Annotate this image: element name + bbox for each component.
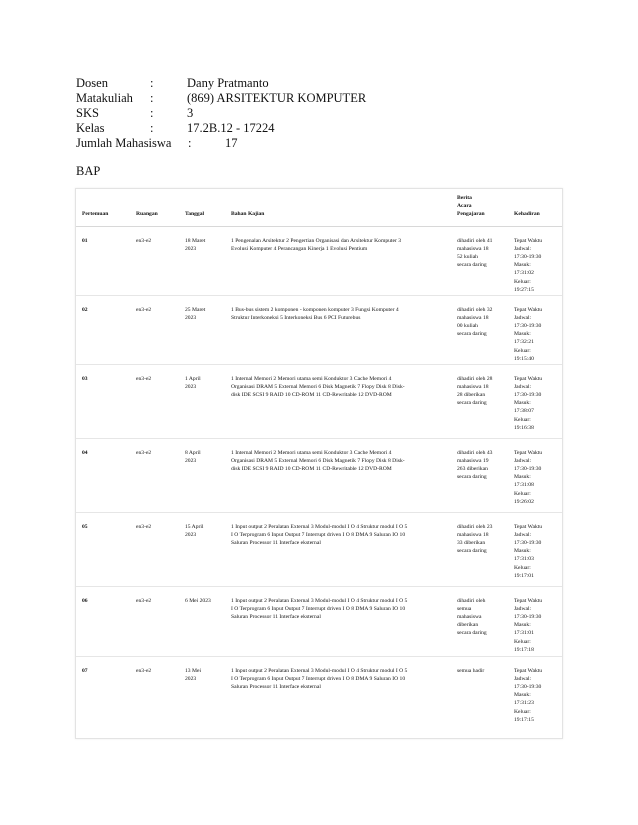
cell-line: 8 April xyxy=(185,449,201,456)
cell-line: dihadiri oleh 43 xyxy=(457,449,493,456)
cell-kehadiran xyxy=(508,512,562,586)
cell-line: Saluran Processor 11 Interface eksternal xyxy=(231,539,321,546)
cell-berita-acara xyxy=(451,586,508,656)
cell-berita-acara xyxy=(451,656,508,735)
cell-line: 6 Mei 2023 xyxy=(185,597,211,604)
cell-line: Jadwal: xyxy=(514,457,532,464)
cell-line: I O Terprogram 6 Input Output 7 Interrupt driven I O 8 DMA 9 Saluran IO 10 xyxy=(231,605,406,612)
cell-berita-acara xyxy=(451,364,508,438)
cell-line: mahasiswa xyxy=(457,613,482,620)
header-line: Acara xyxy=(457,203,472,210)
info-value: 3 xyxy=(187,106,194,120)
cell-line: 2023 xyxy=(185,675,197,682)
cell-tanggal xyxy=(179,226,225,295)
cell-line: 17:30-19:30 xyxy=(514,391,542,398)
cell-line: Tepat Waktu xyxy=(514,449,543,456)
cell-line: secara daring xyxy=(457,400,487,407)
cell-line: Tepat Waktu xyxy=(514,237,543,244)
cell-line: 2023 xyxy=(185,531,197,538)
cell-pertemuan: 01 xyxy=(76,226,130,295)
table-row xyxy=(76,586,562,656)
cell-line: 17:30-19:30 xyxy=(514,539,542,546)
cell-line: 28 diberikan xyxy=(457,391,486,398)
cell-bahan-kajian xyxy=(225,656,451,735)
cell-line: 17:31:08 xyxy=(514,482,534,489)
cell-line: 19:16:38 xyxy=(514,424,534,431)
cell-line: 1 Pengenalan Arsitektur 2 Pengertian Organisasi dan Arsitektur Komputer 3 xyxy=(231,237,402,244)
cell-line: Masuk: xyxy=(514,331,531,338)
cell-line: Tepat Waktu xyxy=(514,597,543,604)
cell-tanggal xyxy=(179,438,225,512)
cell-line: Keluar: xyxy=(514,708,531,715)
cell-line: 17:31:01 xyxy=(514,630,534,637)
cell-bahan-kajian xyxy=(225,438,451,512)
cell-line: Tepat Waktu xyxy=(514,667,543,674)
table-row xyxy=(76,438,562,512)
header-bahan-kajian: Bahan Kajian xyxy=(225,189,451,226)
cell-line: Masuk: xyxy=(514,622,531,629)
info-label: Jumlah Mahasiswa xyxy=(76,136,172,150)
cell-line: Saluran Processor 11 Interface eksternal xyxy=(231,683,321,690)
info-colon: : xyxy=(150,91,154,105)
cell-line: Jadwal: xyxy=(514,605,532,612)
cell-line: secara daring xyxy=(457,630,487,637)
cell-line: 1 Input output 2 Peralatan External 3 Modul-modul I O 4 Struktur modul I O 5 xyxy=(231,523,408,530)
table-row xyxy=(76,512,562,586)
cell-line: Organisasi DRAM 5 External Memori 6 Disk Magnetik 7 Flopy Disk 8 Disk- xyxy=(231,457,405,464)
cell-line: 17:31:23 xyxy=(514,700,534,707)
info-colon: : xyxy=(150,106,154,120)
cell-line: 17:30-19:30 xyxy=(514,613,542,620)
info-value: 17.2B.12 - 17224 xyxy=(187,121,275,135)
info-label: SKS xyxy=(76,106,99,120)
cell-line: I O Terprogram 6 Input Output 7 Interrupt driven I O 8 DMA 9 Saluran IO 10 xyxy=(231,675,406,682)
cell-ruangan: en3-e2 xyxy=(130,438,179,512)
cell-line: 19:17:18 xyxy=(514,646,534,653)
cell-berita-acara xyxy=(451,438,508,512)
cell-line: 13 Mei xyxy=(185,667,202,674)
cell-line: 17:30-19:30 xyxy=(514,683,542,690)
cell-line: Masuk: xyxy=(514,692,531,699)
header-kehadiran: Kehadiran xyxy=(508,189,562,226)
cell-ruangan: en3-e2 xyxy=(130,512,179,586)
header-pertemuan: Pertemuan xyxy=(76,189,130,226)
cell-line: Tepat Waktu xyxy=(514,306,543,313)
cell-berita-acara xyxy=(451,295,508,364)
cell-kehadiran xyxy=(508,364,562,438)
cell-line: dihadiri oleh xyxy=(457,597,486,604)
table-header-row xyxy=(76,189,562,226)
cell-tanggal xyxy=(179,295,225,364)
cell-line: mahasiswa 18 xyxy=(457,383,489,390)
info-colon: : xyxy=(188,136,192,150)
cell-tanggal xyxy=(179,656,225,735)
cell-bahan-kajian xyxy=(225,364,451,438)
cell-bahan-kajian xyxy=(225,295,451,364)
cell-line: secara daring xyxy=(457,474,487,481)
cell-line: 17:30-19:30 xyxy=(514,322,542,329)
cell-line: 2023 xyxy=(185,383,197,390)
cell-line: disk IDE SCSI 9 RAID 10 CD-ROM 11 CD-Rewritable 12 DVD-ROM xyxy=(231,465,392,472)
cell-pertemuan: 06 xyxy=(76,586,130,656)
cell-line: 25 Maret xyxy=(185,306,206,313)
info-colon: : xyxy=(150,121,154,135)
cell-kehadiran xyxy=(508,586,562,656)
cell-line: disk IDE SCSI 9 RAID 10 CD-ROM 11 CD-Rewritable 12 DVD-ROM xyxy=(231,391,392,398)
cell-line: 52 kuliah xyxy=(457,253,478,260)
cell-line: 19:27:15 xyxy=(514,286,534,293)
cell-line: 1 Input output 2 Peralatan External 3 Modul-modul I O 4 Struktur modul I O 5 xyxy=(231,667,408,674)
info-label: Matakuliah xyxy=(76,91,133,105)
cell-line: Saluran Processor 11 Interface eksternal xyxy=(231,613,321,620)
cell-line: Organisasi DRAM 5 External Memori 6 Disk Magnetik 7 Flopy Disk 8 Disk- xyxy=(231,383,405,390)
cell-ruangan: en3-e2 xyxy=(130,586,179,656)
bap-table-container xyxy=(75,188,563,739)
cell-line: Jadwal: xyxy=(514,245,532,252)
cell-line: 18 Maret xyxy=(185,237,206,244)
cell-line: 2023 xyxy=(185,457,197,464)
cell-line: semua hadir xyxy=(457,667,485,674)
cell-bahan-kajian xyxy=(225,512,451,586)
cell-line: 1 Internal Memori 2 Memori utama semi Konduktor 3 Cache Memori 4 xyxy=(231,449,392,456)
table-row xyxy=(76,364,562,438)
cell-kehadiran xyxy=(508,656,562,735)
cell-line: Jadwal: xyxy=(514,531,532,538)
info-label: Kelas xyxy=(76,121,105,135)
cell-line: dihadiri oleh 28 xyxy=(457,375,493,382)
cell-line: Masuk: xyxy=(514,548,531,555)
cell-line: Masuk: xyxy=(514,400,531,407)
header-tanggal: Tanggal xyxy=(179,189,225,226)
cell-line: 17:32:21 xyxy=(514,339,534,346)
cell-line: Keluar: xyxy=(514,416,531,423)
cell-line: 263 diberikan xyxy=(457,465,488,472)
cell-line: Masuk: xyxy=(514,262,531,269)
cell-line: mahasiswa 18 xyxy=(457,245,489,252)
cell-pertemuan: 02 xyxy=(76,295,130,364)
cell-line: Struktur Interkoneksi 5 Interkoneksi Bus 6 PCI Futurebus xyxy=(231,314,361,321)
cell-line: Jadwal: xyxy=(514,675,532,682)
cell-line: Keluar: xyxy=(514,347,531,354)
cell-line: 19:15:40 xyxy=(514,355,534,362)
cell-ruangan: en3-e2 xyxy=(130,226,179,295)
info-label: Dosen xyxy=(76,76,108,90)
cell-line: Keluar: xyxy=(514,490,531,497)
cell-pertemuan: 04 xyxy=(76,438,130,512)
cell-bahan-kajian xyxy=(225,226,451,295)
cell-line: 00 kuliah xyxy=(457,322,478,329)
cell-pertemuan: 03 xyxy=(76,364,130,438)
cell-ruangan: en3-e2 xyxy=(130,295,179,364)
cell-kehadiran xyxy=(508,226,562,295)
cell-line: Evolusi Komputer 4 Perancangan Kinerja 1 Evolusi Pentium xyxy=(231,245,368,252)
cell-line: 19:26:02 xyxy=(514,498,534,505)
cell-line: I O Terprogram 6 Input Output 7 Interrupt driven I O 8 DMA 9 Saluran IO 10 xyxy=(231,531,406,538)
bap-table xyxy=(76,189,562,735)
cell-line: secara daring xyxy=(457,331,487,338)
table-body xyxy=(76,226,562,735)
cell-line: Keluar: xyxy=(514,278,531,285)
table-row xyxy=(76,226,562,295)
info-value: 17 xyxy=(225,136,238,150)
cell-line: 17:31:03 xyxy=(514,556,534,563)
cell-bahan-kajian xyxy=(225,586,451,656)
table-row xyxy=(76,295,562,364)
cell-line: 17:30-19:30 xyxy=(514,465,542,472)
cell-tanggal xyxy=(179,512,225,586)
cell-line: 33 diberikan xyxy=(457,539,486,546)
cell-kehadiran xyxy=(508,295,562,364)
header-line: Berita xyxy=(457,194,472,201)
cell-tanggal xyxy=(179,586,225,656)
cell-line: 17:30-19:30 xyxy=(514,253,542,260)
cell-line: 19:17:15 xyxy=(514,716,534,723)
cell-line: Keluar: xyxy=(514,638,531,645)
cell-kehadiran xyxy=(508,438,562,512)
header-ruangan: Ruangan xyxy=(130,189,179,226)
cell-berita-acara xyxy=(451,226,508,295)
cell-ruangan: en3-e2 xyxy=(136,667,152,674)
cell-line: Tepat Waktu xyxy=(514,375,543,382)
info-value: Dany Pratmanto xyxy=(187,76,269,90)
cell-pertemuan: 07 xyxy=(82,667,88,674)
info-value: (869) ARSITEKTUR KOMPUTER xyxy=(187,91,367,105)
cell-line: Tepat Waktu xyxy=(514,523,543,530)
cell-line: 17:38:07 xyxy=(514,408,534,415)
cell-line: 15 April xyxy=(185,523,204,530)
cell-line: dihadiri oleh 23 xyxy=(457,523,493,530)
cell-line: 17:31:02 xyxy=(514,270,534,277)
cell-line: 1 April xyxy=(185,375,201,382)
cell-line: mahasiswa 18 xyxy=(457,531,489,538)
cell-line: Jadwal: xyxy=(514,383,532,390)
section-title: BAP xyxy=(76,164,101,178)
cell-tanggal xyxy=(179,364,225,438)
cell-line: Jadwal: xyxy=(514,314,532,321)
info-colon: : xyxy=(150,76,154,90)
cell-pertemuan: 05 xyxy=(76,512,130,586)
cell-line: secara daring xyxy=(457,548,487,555)
cell-line: 2023 xyxy=(185,314,197,321)
cell-ruangan: en3-e2 xyxy=(130,364,179,438)
cell-line: Masuk: xyxy=(514,474,531,481)
cell-line: mahasiswa 19 xyxy=(457,457,489,464)
table-row xyxy=(76,656,562,735)
header-berita-acara xyxy=(451,189,508,226)
cell-berita-acara xyxy=(451,512,508,586)
cell-line: 1 Bus-bus sistem 2 komponen - komponen komputer 3 Fungsi Komputer 4 xyxy=(231,306,399,313)
cell-line: Keluar: xyxy=(514,564,531,571)
header-line: Pengajaran xyxy=(457,211,485,218)
cell-line: dihadiri oleh 41 xyxy=(457,237,493,244)
cell-line: 19:17:01 xyxy=(514,572,534,579)
cell-line: dihadiri oleh 32 xyxy=(457,306,493,313)
cell-line: 1 Internal Memori 2 Memori utama semi Konduktor 3 Cache Memori 4 xyxy=(231,375,392,382)
cell-line: 2023 xyxy=(185,245,197,252)
cell-line: 1 Input output 2 Peralatan External 3 Modul-modul I O 4 Struktur modul I O 5 xyxy=(231,597,408,604)
cell-line: mahasiswa 18 xyxy=(457,314,489,321)
cell-line: secara daring xyxy=(457,262,487,269)
cell-line: diberikan xyxy=(457,622,479,629)
cell-line: semua xyxy=(457,605,472,612)
